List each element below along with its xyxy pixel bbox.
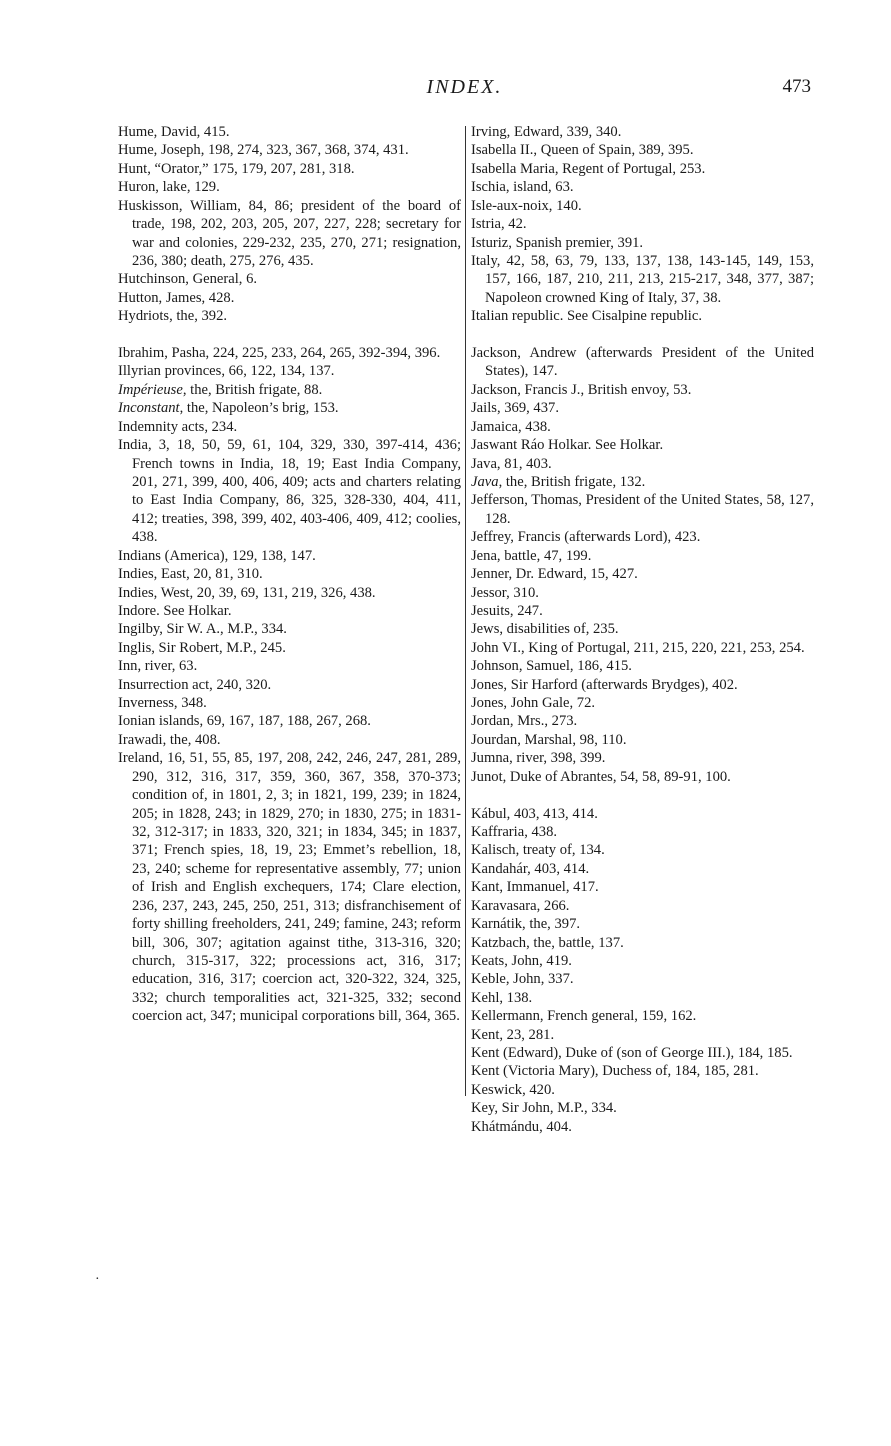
index-entry: Katzbach, the, battle, 137.	[471, 934, 624, 951]
index-entry: Java, the, British frigate, 132.	[471, 474, 646, 490]
index-entry: Ischia, island, 63.	[471, 179, 574, 196]
index-entry: Junot, Duke of Abrantes, 54, 58, 89-91, 100.	[471, 768, 731, 785]
index-entry: Jaswant Ráo Holkar. See Holkar.	[471, 437, 664, 454]
index-entry: Hume, David, 415.	[118, 124, 230, 140]
index-entry: Johnson, Samuel, 186, 415.	[471, 658, 632, 675]
index-entry: Keble, John, 337.	[471, 971, 574, 988]
index-entry: Ionian islands, 69, 167, 187, 188, 267, 268.	[118, 713, 371, 730]
index-entry: Huskisson, William, 84, 86; president of the board of trade, 198, 202, 203, 205, 207, 227, 228; secretary for war and colonies, 229-232, 235, 270, 271; resignation, 236, 380; death, 275, 276, 435.	[118, 197, 461, 269]
index-entry: Italy, 42, 58, 63, 79, 133, 137, 138, 143-145, 149, 153, 157, 166, 187, 210, 211, 213, 215-217, 348, 377, 387; Napoleon crowned King of Italy, 37, 38.	[471, 252, 814, 306]
index-entry: Khátmándu, 404.	[471, 1118, 572, 1135]
index-entry: Jesuits, 247.	[471, 602, 543, 619]
index-entry: Kent (Edward), Duke of (son of George III.), 184, 185.	[471, 1045, 793, 1062]
index-entry: Jessor, 310.	[471, 584, 539, 601]
index-entry: Isabella II., Queen of Spain, 389, 395.	[471, 142, 694, 159]
index-entry: Kehl, 138.	[471, 989, 533, 1006]
index-entry: Isle-aux-noix, 140.	[471, 197, 582, 214]
index-entry: Irawadi, the, 408.	[118, 731, 221, 748]
index-entry: Indore. See Holkar.	[118, 602, 232, 619]
column-divider	[465, 126, 466, 596]
index-entry: John VI., King of Portugal, 211, 215, 220, 221, 253, 254.	[471, 639, 805, 656]
index-entry: Ibrahim, Pasha, 224, 225, 233, 264, 265, 392-394, 396.	[118, 345, 441, 362]
index-entry: Indemnity acts, 234.	[118, 418, 238, 435]
index-entry: Indians (America), 129, 138, 147.	[118, 547, 316, 564]
index-entry: Keats, John, 419.	[471, 952, 572, 969]
index-entry: Istria, 42.	[471, 216, 527, 233]
index-entry: Indies, East, 20, 81, 310.	[118, 566, 263, 583]
page-title: INDEX.	[426, 76, 503, 98]
index-entry: Isturiz, Spanish premier, 391.	[471, 234, 644, 251]
left-index-column	[118, 123, 461, 1026]
section-gap	[471, 326, 814, 344]
right-index-column	[471, 123, 814, 1136]
index-entry: Jackson, Andrew (afterwards President of the United States), 147.	[471, 345, 814, 380]
index-entry: Jefferson, Thomas, President of the United States, 58, 127, 128.	[471, 492, 814, 527]
column-divider-lower	[465, 596, 466, 1096]
index-entry: Jordan, Mrs., 273.	[471, 713, 578, 730]
index-entry: Kandahár, 403, 414.	[471, 860, 590, 877]
index-entry: Ireland, 16, 51, 55, 85, 197, 208, 242, 246, 247, 281, 289, 290, 312, 316, 317, 359, 360, 367, 358, 370-373; condition of, in 1801, 2, 3; in 1821, 199, 239; in 1824, 205; in 1828, 243; in 1829, 270; in 1830, 275; in 1831-32, 312-317; in 1833, 320, 321; in 1834, 345; in 1837, 371; French spies, 18, 19, 23; Emmet’s rebellion, 18, 23, 240; scheme for representative assembly, 77; union of Irish and English exchequers, 174; Clare election, 236, 237, 243, 245, 250, 251, 313; disfranchisement of forty shilling freeholders, 241, 249; famine, 243; reform bill, 306, 307; agitation against tithe, 313-316, 320; church, 315-317, 322; processions act, 316, 317; education, 316, 317; coercion act, 320-322, 324, 325, 332; church temporalities act, 321-325, 332; second coercion act, 347; municipal corporations bill, 364, 365.	[118, 750, 461, 1025]
index-entry: Jews, disabilities of, 235.	[471, 621, 619, 638]
index-entry: Jamaica, 438.	[471, 418, 551, 435]
index-entry: Kent, 23, 281.	[471, 1026, 555, 1043]
index-entry: Huron, lake, 129.	[118, 179, 220, 196]
page-number: 473	[782, 76, 811, 97]
index-entry: Hutton, James, 428.	[118, 289, 235, 306]
index-entry: Jones, John Gale, 72.	[471, 695, 596, 712]
index-entry: Inverness, 348.	[118, 695, 207, 712]
stray-mark: ·	[95, 1272, 100, 1287]
index-entry: Jeffrey, Francis (afterwards Lord), 423.	[471, 529, 701, 546]
index-entry: Inglis, Sir Robert, M.P., 245.	[118, 639, 286, 656]
index-entry: Impérieuse, the, British frigate, 88.	[118, 381, 323, 398]
index-entry: Java, 81, 403.	[471, 455, 552, 472]
index-entry: Jails, 369, 437.	[471, 400, 559, 417]
index-entry: Kalisch, treaty of, 134.	[471, 842, 605, 859]
index-entry: Jourdan, Marshal, 98, 110.	[471, 731, 627, 748]
index-entry: Indies, West, 20, 39, 69, 131, 219, 326, 438.	[118, 584, 376, 601]
index-entry: Jackson, Francis J., British envoy, 53.	[471, 381, 692, 398]
index-entry: Irving, Edward, 339, 340.	[471, 124, 622, 140]
index-entry: Inconstant, the, Napoleon’s brig, 153.	[118, 400, 339, 417]
index-entry: Jena, battle, 47, 199.	[471, 547, 592, 564]
index-entry: Karnátik, the, 397.	[471, 916, 581, 933]
page-header	[118, 76, 811, 106]
index-entry: Hunt, “Orator,” 175, 179, 207, 281, 318.	[118, 160, 355, 177]
index-entry: Jumna, river, 398, 399.	[471, 750, 606, 767]
index-entry: Hutchinson, General, 6.	[118, 271, 258, 288]
index-entry: Kent (Victoria Mary), Duchess of, 184, 185, 281.	[471, 1063, 759, 1080]
index-entry: Inn, river, 63.	[118, 658, 198, 675]
index-entry: Illyrian provinces, 66, 122, 134, 137.	[118, 363, 335, 380]
index-entry: Kellermann, French general, 159, 162.	[471, 1008, 697, 1025]
index-entry: Jenner, Dr. Edward, 15, 427.	[471, 566, 638, 583]
index-entry: Kaffraria, 438.	[471, 824, 558, 840]
section-gap	[471, 786, 814, 804]
index-entry: Karavasara, 266.	[471, 897, 570, 914]
index-entry: Isabella Maria, Regent of Portugal, 253.	[471, 160, 706, 177]
index-entry: India, 3, 18, 50, 59, 61, 104, 329, 330, 397-414, 436; French towns in India, 18, 19; East India Company, 201, 271, 399, 400, 406, 409; acts and charters relating to East India Company, 86, 325, 328-330, 404, 411, 412; treaties, 398, 399, 402, 403-406, 409, 412; coolies, 438.	[118, 437, 461, 546]
index-entry: Insurrection act, 240, 320.	[118, 676, 272, 693]
index-entry: Hume, Joseph, 198, 274, 323, 367, 368, 374, 431.	[118, 142, 409, 159]
index-entry: Jones, Sir Harford (afterwards Brydges), 402.	[471, 676, 738, 693]
index-entry: Italian republic. See Cisalpine republic.	[471, 308, 702, 325]
index-entry: Kábul, 403, 413, 414.	[471, 805, 598, 822]
index-entry: Hydriots, the, 392.	[118, 308, 228, 325]
index-entry: Key, Sir John, M.P., 334.	[471, 1100, 617, 1117]
section-gap	[118, 326, 461, 344]
index-entry: Ingilby, Sir W. A., M.P., 334.	[118, 621, 287, 638]
index-entry: Kant, Immanuel, 417.	[471, 879, 599, 896]
index-entry: Keswick, 420.	[471, 1081, 555, 1098]
